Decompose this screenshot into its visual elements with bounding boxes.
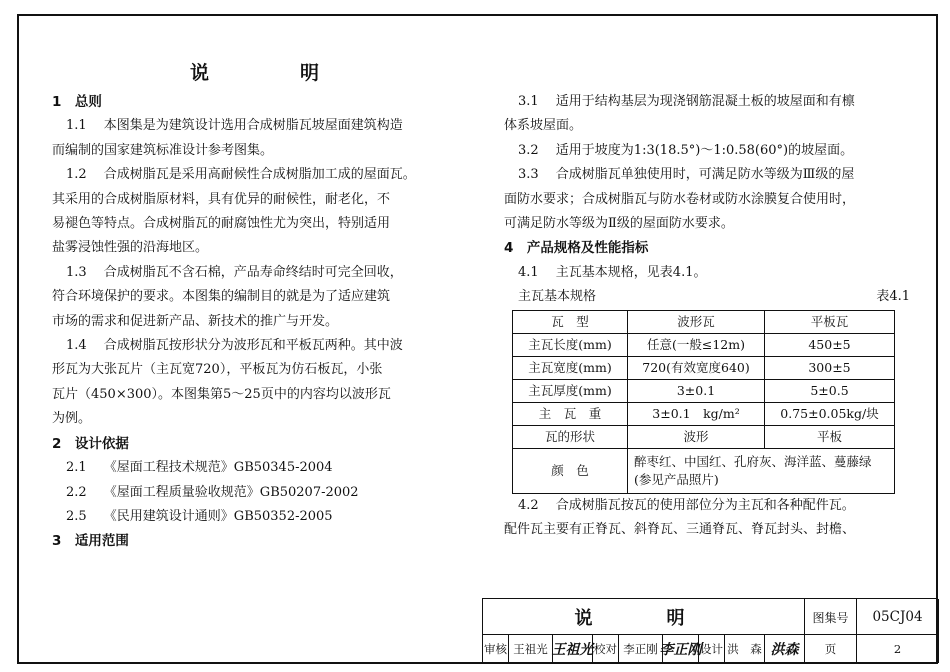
table-caption: 主瓦基本规格: [518, 289, 597, 305]
value-cell: 波形: [628, 425, 765, 448]
text-line: 3.2 适用于坡度为1:3(18.5°)～1:0.58(60°)的坡屋面。: [518, 142, 854, 158]
text-line: 1.4 合成树脂瓦按形状分为波形瓦和平板瓦两种。其中波: [66, 338, 403, 354]
text-line: 市场的需求和促进新产品、新技术的推广与开发。: [52, 313, 339, 329]
text-line: 盐雾浸蚀性强的沿海地区。: [52, 240, 209, 256]
text-line: 体系坡屋面。: [504, 118, 583, 134]
spec-table: [512, 310, 895, 494]
text-line: 其采用的合成树脂原材料，具有优异的耐候性，耐老化，不: [52, 191, 391, 207]
right-column-bottom: [504, 494, 914, 543]
page-number: 2: [857, 635, 939, 663]
value-cell: 任意(一般≤12m): [628, 333, 765, 356]
table-number: 表4.1: [876, 289, 910, 305]
table-row: [513, 356, 895, 379]
value-cell: 0.75±0.05kg/块: [765, 402, 895, 425]
text-line: 形瓦为大张瓦片（主瓦宽720），平板瓦为仿石板瓦，小张: [52, 362, 383, 378]
row-label-cell: 主瓦宽度(mm): [513, 356, 628, 379]
section-heading: 2 设计依据: [52, 435, 129, 452]
value-cell: 3±0.1 kg/m²: [628, 402, 765, 425]
review-label: 审核: [483, 635, 509, 663]
table-row-colors: [513, 448, 895, 493]
atlas-number: 05CJ04: [857, 599, 939, 635]
check-label: 校对: [593, 635, 619, 663]
text-line: 2.2 《屋面工程质量验收规范》GB50207-2002: [66, 484, 359, 500]
checker-signature: 李正刚: [663, 635, 699, 663]
checker-name: 李正刚: [619, 635, 663, 663]
value-cell: 5±0.5: [765, 379, 895, 402]
text-line: 3.1 适用于结构基层为现浇钢筋混凝土板的坡屋面和有檩: [518, 94, 855, 109]
table-header-row: [513, 310, 895, 333]
table-caption-row: [504, 285, 914, 309]
designer-name: 洪 森: [725, 635, 765, 663]
value-cell: 平板瓦: [765, 310, 895, 333]
table-row: [513, 402, 895, 425]
text-line: 2.1 《屋面工程技术规范》GB50345-2004: [66, 460, 333, 476]
sheet-title: 说 明: [483, 599, 805, 635]
text-line: 面防水要求；合成树脂瓦与防水卷材或防水涂膜复合使用时，: [504, 191, 856, 207]
title-block-bottom: [482, 634, 938, 664]
page-title: 说 明: [190, 62, 356, 84]
atlas-label: 图集号: [805, 599, 857, 635]
text-line: 4.2 合成树脂瓦按瓦的使用部位分为主瓦和各种配件瓦。: [518, 497, 855, 513]
text-line: 1.1 本图集是为建筑设计选用合成树脂瓦坡屋面建筑构造: [66, 118, 403, 134]
row-label-cell: 颜 色: [513, 448, 628, 493]
design-label: 设计: [699, 635, 725, 663]
section-heading: 1 总则: [52, 94, 102, 110]
value-cell: 720(有效宽度640): [628, 356, 765, 379]
value-cell: 波形瓦: [628, 310, 765, 333]
value-cell: 平板: [765, 425, 895, 448]
reviewer-signature: 王祖光: [553, 635, 593, 663]
row-label-cell: 主 瓦 重: [513, 402, 628, 425]
right-column: [504, 90, 914, 542]
text-line: 瓦片（450×300）。本图集第5～25页中的内容均以波形瓦: [52, 386, 391, 402]
text-line: 为例。: [52, 411, 92, 427]
reviewer-name: 王祖光: [509, 635, 553, 663]
text-line: 易褪色等特点。合成树脂瓦的耐腐蚀性尤为突出，特别适用: [52, 216, 391, 232]
value-cell: 300±5: [765, 356, 895, 379]
text-line: 1.3 合成树脂瓦不含石棉，产品寿命终结时可完全回收，: [66, 264, 403, 280]
text-line: 配件瓦主要有正脊瓦、斜脊瓦、三通脊瓦、脊瓦封头、封檐、: [504, 522, 856, 538]
section-heading: 3 适用范围: [52, 533, 129, 550]
value-cell: 3±0.1: [628, 379, 765, 402]
left-column: [52, 90, 457, 554]
title-block: [482, 598, 938, 664]
colors-cell: 醉枣红、中国红、孔府灰、海洋蓝、蔓藤绿(参见产品照片): [628, 448, 895, 493]
row-label-cell: 瓦的形状: [513, 425, 628, 448]
value-cell: 450±5: [765, 333, 895, 356]
section-heading: 4 产品规格及性能指标: [504, 240, 649, 257]
row-label-cell: 瓦 型: [513, 310, 628, 333]
text-line: 4.1 主瓦基本规格，见表4.1。: [518, 264, 707, 280]
row-label-cell: 主瓦长度(mm): [513, 333, 628, 356]
table-row: [513, 379, 895, 402]
text-line: 3.3 合成树脂瓦单独使用时，可满足防水等级为Ⅲ级的屋: [518, 167, 855, 183]
row-label-cell: 主瓦厚度(mm): [513, 379, 628, 402]
page-label: 页: [805, 635, 857, 663]
right-column-top: [504, 90, 914, 285]
text-line: 符合环境保护的要求。本图集的编制目的就是为了适应建筑: [52, 289, 391, 305]
title-block-top: [482, 598, 938, 634]
designer-signature: 洪森: [765, 635, 805, 663]
text-line: 1.2 合成树脂瓦是采用高耐候性合成树脂加工成的屋面瓦。: [66, 167, 416, 183]
table-row: [513, 333, 895, 356]
text-line: 而编制的国家建筑标准设计参考图集。: [52, 142, 274, 158]
table-row: [513, 425, 895, 448]
text-line: 可满足防水等级为Ⅱ级的屋面防水要求。: [504, 216, 734, 232]
text-line: 2.5 《民用建筑设计通则》GB50352-2005: [66, 508, 333, 524]
